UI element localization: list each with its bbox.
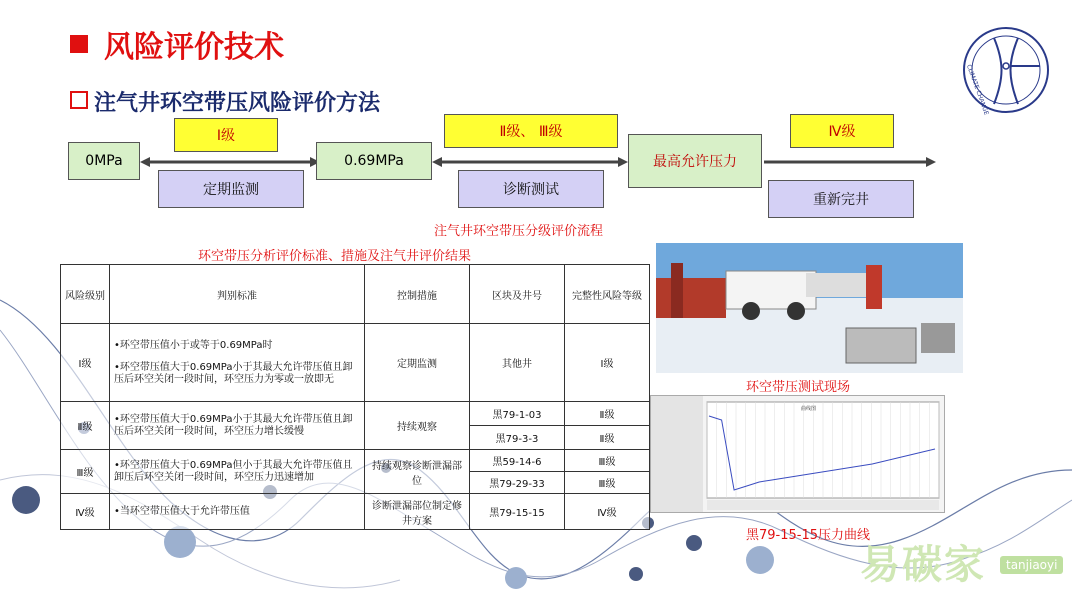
pressure-069-box: 0.69MPa — [316, 142, 432, 180]
checkbox-bullet-icon — [70, 91, 88, 109]
header-cell: 判别标准 — [110, 265, 365, 324]
table-row — [61, 324, 650, 402]
test-site-photo — [656, 243, 963, 373]
header-cell: 风险级别 — [61, 265, 110, 324]
well-cell: 黑79-29-33 — [470, 472, 565, 494]
criteria-cell: •环空带压值小于或等于0.69MPa时 •环空带压值大于0.69MPa小于其最大允许带压值且卸压后环空关闭一段时间，环空压力为零或一放即无 — [110, 324, 365, 402]
level-2-3-box: Ⅱ级、 Ⅲ级 — [444, 114, 618, 148]
risk-table — [60, 264, 650, 530]
grade-cell: Ⅲ级 — [565, 450, 650, 472]
measure-recomplete-box: 重新完井 — [768, 180, 914, 218]
watermark-text: tanjiaoyi — [1000, 556, 1063, 574]
control-cell: 持续观察 — [365, 402, 470, 450]
criteria-cell: •当环空带压值大于允许带压值 — [110, 494, 365, 530]
table-row — [61, 450, 650, 472]
grade-cell: Ⅲ级 — [565, 472, 650, 494]
level-cell: Ⅱ级 — [61, 402, 110, 450]
control-cell: 诊断泄漏部位制定修井方案 — [365, 494, 470, 530]
svg-text:CLIMATE CHANGE: CLIMATE CHANGE — [964, 63, 990, 117]
criteria-cell: •环空带压值大于0.69MPa但小于其最大允许带压值且卸压后环空关闭一段时间，环空压力迅速增加 — [110, 450, 365, 494]
svg-text:曲线图: 曲线图 — [801, 406, 817, 412]
bullet-square-icon — [70, 35, 88, 53]
control-cell: 持续观察诊断泄漏部位 — [365, 450, 470, 494]
pressure-curve-screenshot — [650, 395, 945, 513]
svg-text:ENVIRONMENT — [1064, 42, 1066, 87]
max-pressure-box: 最高允许压力 — [628, 134, 762, 188]
grade-cell: Ⅱ级 — [565, 426, 650, 450]
table-row — [61, 402, 650, 426]
well-cell: 黑79-3-3 — [470, 426, 565, 450]
pressure-zero-box: 0MPa — [68, 142, 140, 180]
header-cell: 控制措施 — [365, 265, 470, 324]
well-cell: 黑79-15-15 — [470, 494, 565, 530]
well-cell: 黑59-14-6 — [470, 450, 565, 472]
header-cell: 完整性风险等级 — [565, 265, 650, 324]
well-cell: 其他井 — [470, 324, 565, 402]
pressure-curve-chart — [651, 396, 944, 512]
well-cell: 黑79-1-03 — [470, 402, 565, 426]
control-cell: 定期监测 — [365, 324, 470, 402]
climate-environment-logo — [948, 22, 1066, 118]
section-subtitle: 注气井环空带压风险评价方法 — [70, 86, 380, 117]
page-title: 风险评价技术 — [70, 22, 284, 66]
curve-caption: 黑79-15-15压力曲线 — [746, 528, 871, 543]
header-cell: 区块及井号 — [470, 265, 565, 324]
flow-caption: 注气井环空带压分级评价流程 — [434, 224, 604, 239]
level-cell: Ⅲ级 — [61, 450, 110, 494]
level-cell: Ⅳ级 — [61, 494, 110, 530]
watermark-logo: 易碳家 — [860, 542, 986, 588]
level-1-box: Ⅰ级 — [174, 118, 278, 152]
table-header-row — [61, 265, 650, 324]
measure-diagnose-box: 诊断测试 — [458, 170, 604, 208]
level-cell: Ⅰ级 — [61, 324, 110, 402]
grade-cell: Ⅱ级 — [565, 402, 650, 426]
grade-cell: Ⅳ级 — [565, 494, 650, 530]
criteria-cell: •环空带压值大于0.69MPa小于其最大允许带压值且卸压后环空关闭一段时间，环空压力增长缓慢 — [110, 402, 365, 450]
grade-cell: Ⅰ级 — [565, 324, 650, 402]
table-row — [61, 494, 650, 530]
level-4-box: Ⅳ级 — [790, 114, 894, 148]
table-caption: 环空带压分析评价标准、措施及注气井评价结果 — [198, 249, 472, 264]
measure-monitor-box: 定期监测 — [158, 170, 304, 208]
photo-caption: 环空带压测试现场 — [746, 380, 851, 395]
